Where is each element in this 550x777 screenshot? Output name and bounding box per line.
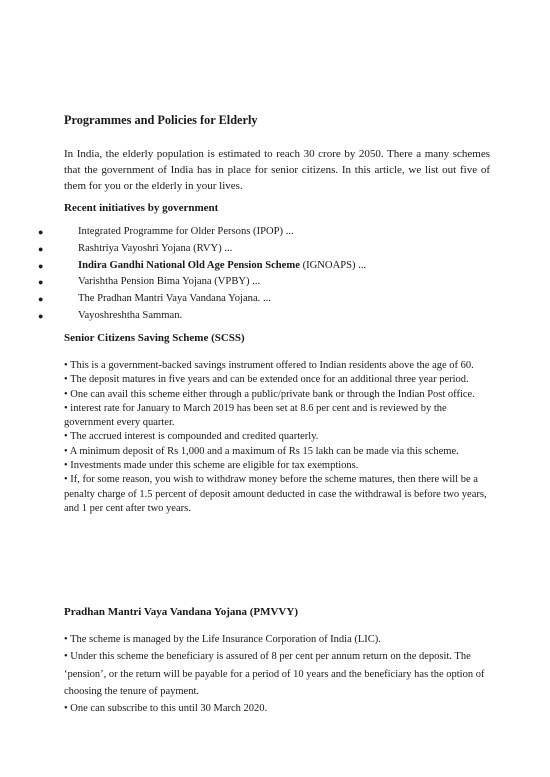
list-item: • Under this scheme the beneficiary is assured of 8 per cent per annum return on the deposit. The ‘pension’, or the return will be payable for a period of 10 years and the beneficiary has the option of choosing the tenure of payment. bbox=[64, 651, 485, 697]
bullet-icon: ● bbox=[38, 260, 44, 271]
page-title: Programmes and Policies for Elderly bbox=[64, 113, 258, 127]
list-item: • One can avail this scheme either through a public/private bank or through the Indian Post office. bbox=[64, 388, 475, 400]
pmvvy-list bbox=[64, 631, 494, 717]
list-item: ● Indira Gandhi National Old Age Pension Scheme (IGNOAPS) ... bbox=[64, 258, 490, 275]
recent-initiatives-heading: Recent initiatives by government bbox=[64, 202, 219, 214]
intro-paragraph: In India, the elderly population is estimated to reach 30 crore by 2050. There a many schemes that the government of India has in place for senior citizens. In this article, we list out five of them for you or the elderly in your lives. bbox=[64, 148, 490, 192]
list-item: ● Rashtriya Vayoshri Yojana (RVY) ... bbox=[64, 241, 490, 258]
list-item: ● Vayoshreshtha Samman. bbox=[64, 308, 490, 325]
list-item: • One can subscribe to this until 30 March 2020. bbox=[64, 703, 268, 715]
bullet-icon: ● bbox=[38, 294, 44, 305]
list-item: ● Varishtha Pension Bima Yojana (VPBY) ... bbox=[64, 274, 490, 291]
list-item: • Investments made under this scheme are eligible for tax exemptions. bbox=[64, 460, 359, 472]
bullet-icon: ● bbox=[38, 310, 44, 321]
list-item: • If, for some reason, you wish to withdraw money before the scheme matures, then there will be a penalty charge of 1.5 percent of deposit amount deducted in case the withdrawal is before two years, and 1 per cent after two years. bbox=[64, 474, 487, 514]
list-item: • This is a government-backed savings instrument offered to Indian residents above the age of 60. bbox=[64, 360, 474, 371]
list-item: • The deposit matures in five years and can be extended once for an additional three year period. bbox=[64, 374, 469, 386]
bullet-icon: ● bbox=[38, 277, 44, 288]
recent-initiatives-list bbox=[38, 224, 490, 325]
scss-heading: Senior Citizens Saving Scheme (SCSS) bbox=[64, 332, 245, 344]
pmvvy-heading: Pradhan Mantri Vaya Vandana Yojana (PMVVY) bbox=[64, 606, 298, 618]
list-item: • The accrued interest is compounded and credited quarterly. bbox=[64, 431, 319, 443]
list-item: ● Integrated Programme for Older Persons (IPOP) ... bbox=[64, 224, 490, 241]
list-item: ● The Pradhan Mantri Vaya Vandana Yojana. ... bbox=[64, 291, 490, 308]
bullet-icon: ● bbox=[38, 227, 44, 237]
list-item: • The scheme is managed by the Life Insurance Corporation of India (LIC). bbox=[64, 634, 381, 645]
bullet-icon: ● bbox=[38, 243, 44, 254]
scss-list bbox=[64, 359, 494, 516]
list-item: • A minimum deposit of Rs 1,000 and a maximum of Rs 15 lakh can be made via this scheme. bbox=[64, 445, 459, 457]
list-item: • interest rate for January to March 2019 has been set at 8.6 per cent and is reviewed by the government every quarter. bbox=[64, 402, 447, 429]
